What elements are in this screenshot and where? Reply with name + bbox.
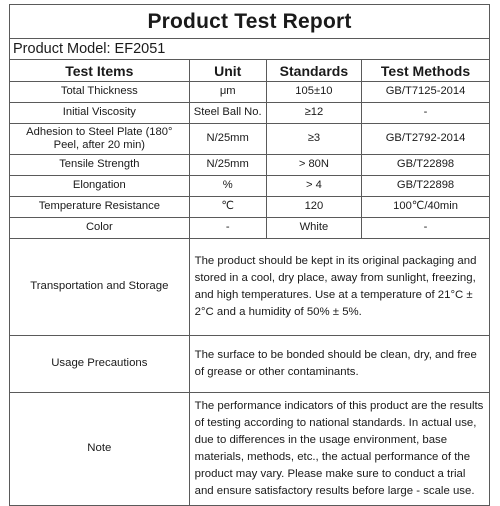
method-cell: GB/T7125-2014 [362,82,489,103]
note-label: Note [10,393,189,506]
test-item-cell: Elongation [10,176,189,197]
note-text: The product should be kept in its original packaging and stored in a cool, dry place, away from sunlight, freezing, and high temperatures. Use at a temperature of 21°C ± 2°C and a humidity of 50% ± 5%. [189,239,489,336]
method-cell: GB/T22898 [362,176,489,197]
note-label: Transportation and Storage [10,239,189,336]
test-table [10,60,489,505]
note-label: Usage Precautions [10,336,189,393]
standard-cell: > 4 [266,176,361,197]
unit-cell: ℃ [189,197,266,218]
unit-cell: Steel Ball No. [189,103,266,124]
method-cell: GB/T2792-2014 [362,124,489,155]
test-item-cell: Color [10,218,189,239]
note-row-usage [10,336,489,393]
header-unit: Unit [189,60,266,82]
header-test-methods: Test Methods [362,60,489,82]
table-header-row [10,60,489,82]
table-row [10,124,489,155]
product-model: Product Model: EF2051 [10,39,489,60]
standard-cell: 105±10 [266,82,361,103]
standard-cell: White [266,218,361,239]
unit-cell: % [189,176,266,197]
table-row [10,197,489,218]
test-item-cell: Temperature Resistance [10,197,189,218]
test-item-cell: Initial Viscosity [10,103,189,124]
unit-cell: - [189,218,266,239]
table-row [10,218,489,239]
standard-cell: 120 [266,197,361,218]
method-cell: - [362,103,489,124]
method-cell: 100℃/40min [362,197,489,218]
table-row [10,82,489,103]
test-item-cell: Adhesion to Steel Plate (180° Peel, after 20 min) [10,124,189,155]
standard-cell: ≥3 [266,124,361,155]
header-standards: Standards [266,60,361,82]
method-cell: - [362,218,489,239]
unit-cell: N/25mm [189,155,266,176]
method-cell: GB/T22898 [362,155,489,176]
test-item-cell: Tensile Strength [10,155,189,176]
report-title: Product Test Report [10,5,489,39]
note-text: The performance indicators of this product are the results of testing according to national standards. In actual use, due to differences in the usage environment, base materials, methods, etc., the actual performance of the product may vary. Please make sure to conduct a trial and ensure satisfactory results before large - scale use. [189,393,489,506]
note-text: The surface to be bonded should be clean, dry, and free of grease or other contaminants. [189,336,489,393]
table-row [10,176,489,197]
header-test-items: Test Items [10,60,189,82]
standard-cell: ≥12 [266,103,361,124]
test-report-sheet [9,4,490,506]
test-item-cell: Total Thickness [10,82,189,103]
unit-cell: N/25mm [189,124,266,155]
note-row-note [10,393,489,506]
unit-cell: μm [189,82,266,103]
table-row [10,155,489,176]
standard-cell: > 80N [266,155,361,176]
table-row [10,103,489,124]
note-row-transportation [10,239,489,336]
